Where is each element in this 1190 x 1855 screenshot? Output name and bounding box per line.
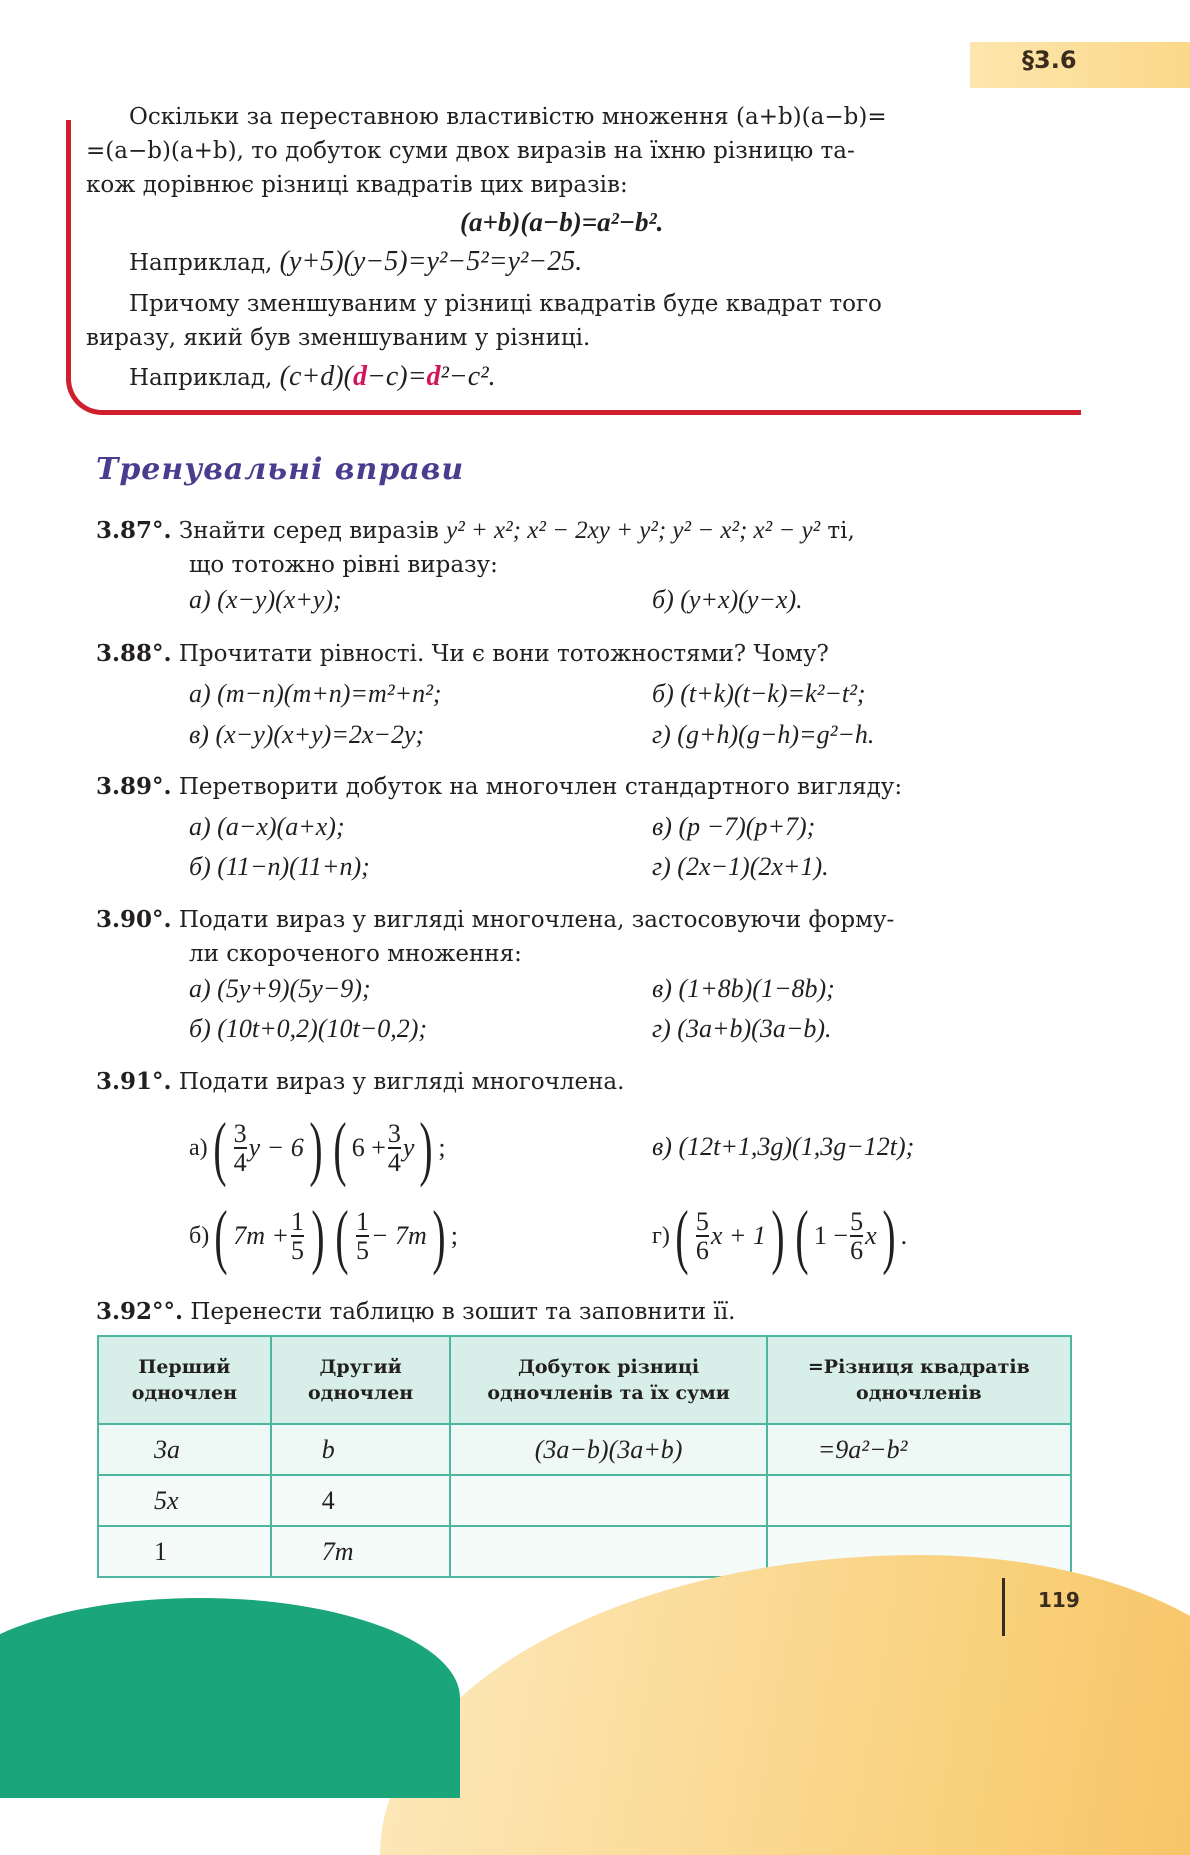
item-b-expression <box>189 1196 458 1276</box>
fraction <box>696 1208 709 1264</box>
header-line: одночлен <box>308 1382 414 1404</box>
fraction <box>850 1208 863 1264</box>
section-label: §3.6 <box>1022 46 1077 74</box>
exercise-text: Знайти серед виразів <box>178 518 439 544</box>
example-2-part-a: (c+d)( <box>279 361 353 392</box>
left-paren: ( <box>213 1108 227 1188</box>
denominator: 5 <box>291 1236 305 1265</box>
term: y <box>402 1133 415 1162</box>
item-a: а) (a−x)(a+x); <box>189 812 345 841</box>
header-line: Добуток різниці <box>518 1356 700 1378</box>
header-line: Перший <box>138 1356 231 1378</box>
punctuation: ; <box>438 1133 446 1162</box>
item-v: в) (p −7)(p+7); <box>652 812 816 841</box>
denominator: 6 <box>850 1236 864 1265</box>
denominator: 4 <box>233 1148 247 1177</box>
theory-line-2 <box>86 134 855 168</box>
term: y − 6 <box>248 1133 304 1162</box>
item-a-expression <box>189 1108 446 1188</box>
page-number: 119 <box>1038 1588 1080 1612</box>
denominator: 4 <box>387 1148 401 1177</box>
section-tab <box>970 42 1190 88</box>
note-line-2: виразу, який був зменшуваним у різниці. <box>86 325 591 351</box>
header-line: одночлен <box>131 1382 237 1404</box>
header-second-monomial <box>271 1336 451 1424</box>
numerator: 3 <box>233 1119 247 1148</box>
header-product <box>450 1336 766 1424</box>
denominator: 6 <box>695 1236 709 1265</box>
exercise-text: Перенести таблицю в зошит та заповнити її. <box>190 1299 736 1325</box>
numerator: 5 <box>850 1207 864 1236</box>
term: 6 + <box>351 1133 386 1162</box>
item-g: г) (2x−1)(2x+1). <box>652 852 829 881</box>
right-paren: ) <box>309 1108 323 1188</box>
table-cell: 7m <box>271 1526 451 1577</box>
exercise-3-89 <box>96 770 902 804</box>
fraction <box>234 1120 247 1176</box>
example-2-label: Наприклад, <box>129 365 273 391</box>
exercise-text: Перетворити добуток на многочлен стандартного вигляду: <box>178 774 903 800</box>
monomial-table <box>97 1335 1072 1578</box>
right-paren: ) <box>432 1196 446 1276</box>
exercise-number: 3.88°. <box>96 640 172 667</box>
table-cell: =9a²−b² <box>767 1424 1071 1475</box>
table-cell <box>450 1475 766 1526</box>
theory-line-3: кож дорівнює різниці квадратів цих виразів: <box>86 172 628 198</box>
punctuation: ; <box>450 1221 459 1250</box>
table-row <box>98 1424 1071 1475</box>
item-g-expression <box>652 1196 907 1276</box>
example-1 <box>129 245 582 280</box>
header-first-monomial <box>98 1336 271 1424</box>
example-2-part-b: −c)= <box>366 361 427 392</box>
left-paren: ( <box>795 1196 809 1276</box>
item-b: б) (11−n)(11+n); <box>189 852 370 881</box>
note-line-1: Причому зменшуваним у різниці квадратів буде квадрат того <box>129 291 882 317</box>
exercise-number: 3.87°. <box>96 517 172 544</box>
term: x <box>865 1221 877 1250</box>
example-2-highlight-2: d <box>426 361 441 392</box>
exercise-3-90-line-2: ли скороченого множення: <box>189 941 522 967</box>
header-line: =Різниця квадратів <box>807 1356 1030 1378</box>
table-cell: 4 <box>271 1475 451 1526</box>
item-label: г) <box>652 1223 670 1249</box>
item-g: г) (3a+b)(3a−b). <box>652 1014 832 1043</box>
exercise-3-88 <box>96 637 829 671</box>
numerator: 5 <box>695 1207 709 1236</box>
example-2-highlight-1: d <box>352 361 367 392</box>
example-2-part-c: ²−c². <box>440 361 496 392</box>
item-b: б) (y+x)(y−x). <box>652 585 803 614</box>
table-cell: b <box>271 1424 451 1475</box>
table-cell <box>450 1526 766 1577</box>
numerator: 1 <box>355 1207 369 1236</box>
denominator: 5 <box>355 1236 369 1265</box>
exercise-number: 3.90°. <box>96 906 172 933</box>
example-2 <box>129 360 496 395</box>
fraction <box>291 1208 304 1264</box>
item-a: а) (m−n)(m+n)=m²+n²; <box>189 679 442 708</box>
term: x + 1 <box>710 1221 766 1250</box>
left-paren: ( <box>333 1108 347 1188</box>
term: 1 − <box>813 1221 849 1250</box>
item-g: г) (g+h)(g−h)=g²−h. <box>652 720 875 749</box>
theory-line-2-text: то добуток суми двох виразів на їхню різницю та- <box>243 138 855 164</box>
right-paren: ) <box>419 1108 434 1188</box>
page-number-divider <box>1002 1578 1005 1636</box>
table-cell <box>767 1475 1071 1526</box>
header-difference-of-squares <box>767 1336 1071 1424</box>
item-v: в) (1+8b)(1−8b); <box>652 974 835 1003</box>
table-cell: 3a <box>98 1424 271 1475</box>
footer-decoration-green <box>0 1598 460 1798</box>
header-line: одночленів <box>856 1382 982 1404</box>
item-label: а) <box>189 1135 208 1161</box>
item-a: а) (5y+9)(5y−9); <box>189 974 371 1003</box>
theory-line-1: Оскільки за переставною властивістю множення (a+b)(a−b)= <box>129 104 887 130</box>
right-paren: ) <box>771 1196 785 1276</box>
exercise-3-92 <box>96 1295 735 1329</box>
key-formula: (a+b)(a−b)=a²−b². <box>460 207 664 237</box>
punctuation: . <box>900 1221 908 1250</box>
exercise-text-end: ті, <box>827 518 855 544</box>
term: 7m + <box>233 1221 290 1250</box>
right-paren: ) <box>311 1196 325 1276</box>
exercise-text: Подати вираз у вигляді многочлена. <box>178 1069 625 1095</box>
table-cell: (3a−b)(3a+b) <box>450 1424 766 1475</box>
item-label: б) <box>189 1223 210 1249</box>
exercise-text: Подати вираз у вигляді многочлена, застосовуючи форму- <box>178 907 895 933</box>
exercise-number: 3.91°. <box>96 1068 172 1095</box>
term: − 7m <box>370 1221 427 1250</box>
numerator: 3 <box>387 1119 401 1148</box>
exercise-number: 3.89°. <box>96 773 172 800</box>
section-title: Тренувальні вправи <box>96 452 465 487</box>
item-b: б) (10t+0,2)(10t−0,2); <box>189 1014 428 1043</box>
item-a: а) (x−y)(x+y); <box>189 585 342 614</box>
numerator: 1 <box>291 1207 305 1236</box>
example-1-label: Наприклад, <box>129 250 273 276</box>
exercise-number: 3.92°°. <box>96 1298 184 1325</box>
header-line: одночленів та їх суми <box>487 1382 730 1404</box>
item-v: в) (x−y)(x+y)=2x−2y; <box>189 720 425 749</box>
example-2-math <box>280 361 496 392</box>
left-paren: ( <box>214 1196 228 1276</box>
right-paren: ) <box>882 1196 896 1276</box>
exercise-3-91 <box>96 1065 624 1099</box>
left-paren: ( <box>675 1196 689 1276</box>
exercise-text: Прочитати рівності. Чи є вони тотожностями? Чому? <box>178 641 829 667</box>
header-line: Другий <box>319 1356 402 1378</box>
table-cell: 5x <box>98 1475 271 1526</box>
table-header-row <box>98 1336 1071 1424</box>
item-b: б) (t+k)(t−k)=k²−t²; <box>652 679 866 708</box>
fraction <box>388 1120 401 1176</box>
table-row <box>98 1475 1071 1526</box>
fraction <box>356 1208 369 1264</box>
expression-list: y² + x²; x² − 2xy + y²; y² − x²; x² − y² <box>446 517 821 544</box>
exercise-3-87-line-2: що тотожно рівні виразу: <box>189 552 498 578</box>
left-paren: ( <box>335 1196 349 1276</box>
theory-line-2-math: =(a−b)(a+b), <box>86 138 244 164</box>
exercise-3-87 <box>96 514 855 548</box>
table-cell: 1 <box>98 1526 271 1577</box>
exercise-3-90 <box>96 903 894 937</box>
item-v: в) (12t+1,3g)(1,3g−12t); <box>652 1132 915 1161</box>
example-1-math: (y+5)(y−5)=y²−5²=y²−25. <box>279 246 583 277</box>
